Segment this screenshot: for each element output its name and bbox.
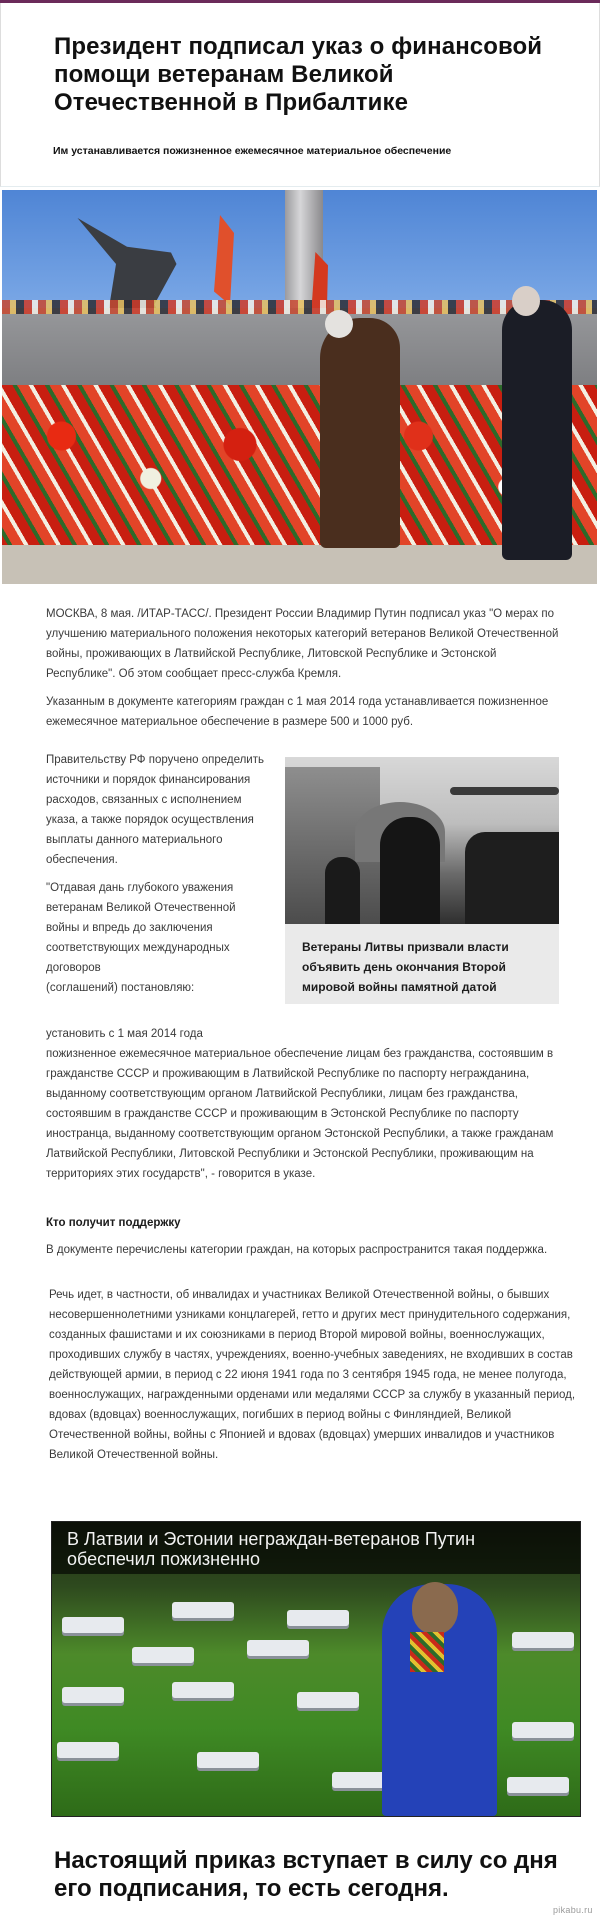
related-article-link[interactable]: Ветераны Литвы призвали власти объявить день окончания Второй мировой войны памятной датой	[302, 940, 509, 994]
photo-gravestone	[172, 1682, 234, 1698]
article-paragraph: Речь идет, в частности, об инвалидах и участниках Великой Отечественной войны, о бывших несовершеннолетними узниками концлагерей, гетто и других мест принудительного содержания, созданных фашистами и их союзниками в период Второй мировой войны, военнослужащих, проходивших службу в частях, учреждениях, военно-учебных заведениях, не входивших в состав действующей армии, в период с 22 июня 1941 года по 3 сентября 1945 года, не менее полугода, военнослужащих, награжденными орденами или медалями СССР за службу в указанный период, вдовах (вдовцах) военнослужащих, погибших в период войны с Финляндией, Великой Отечественной войны, войны с Японией и вдовах (вдовцах) умерших инвалидов и участников Великой Отечественной войны.	[49, 1289, 576, 1461]
watermark: pikabu.ru	[553, 1905, 593, 1915]
photo-elderly-woman	[382, 1584, 497, 1816]
article-paragraph: В документе перечислены категории граждан, на которых распространится такая поддержка.	[46, 1244, 548, 1256]
related-article-photo[interactable]	[285, 757, 559, 924]
section-heading: Кто получит поддержку	[46, 1217, 181, 1229]
article-paragraph	[46, 1024, 576, 1184]
photo-gravestone	[507, 1777, 569, 1793]
article-paragraph: МОСКВА, 8 мая. /ИТАР-ТАСС/. Президент России Владимир Путин подписал указ "О мерах по улучшению материального положения некоторых категорий ветеранов Великой Отечественной войны, проживающих в Латвийской Республике, Литовской Республике и Эстонской Республике". Об этом сообщает пресс-служба Кремля.	[46, 608, 559, 680]
bottom-photo-cemetery	[51, 1521, 581, 1817]
photo-title: В Латвии и Эстонии неграждан-ветеранов Путин обеспечил пожизненно	[67, 1529, 476, 1569]
closing-statement: Настоящий приказ вступает в силу со дня его подписания, то есть сегодня.	[54, 1847, 558, 1902]
photo-gravestone	[512, 1632, 574, 1648]
photo-gravestone	[57, 1742, 119, 1758]
photo-gravestone	[62, 1687, 124, 1703]
page-title: Президент подписал указ о финансовой помощи ветеранам Великой Отечественной в Прибалтике	[54, 33, 543, 116]
article-paragraph: Указанным в документе категориям граждан с 1 мая 2014 года устанавливается пожизненное ежемесячное материальное обеспечение в размере 500 и 1000 руб.	[46, 696, 549, 728]
photo-gravestone	[172, 1602, 234, 1618]
article-paragraph: (соглашений) постановляю:	[46, 982, 195, 994]
photo-veteran-standing	[502, 300, 572, 560]
photo-gravestone	[132, 1647, 194, 1663]
photo-tank-barrel	[450, 787, 559, 795]
subheadline: Им устанавливается пожизненное ежемесячное материальное обеспечение	[53, 145, 452, 157]
main-photo-memorial	[2, 190, 597, 584]
photo-gravestone	[297, 1692, 359, 1708]
photo-soldier	[325, 857, 360, 924]
photo-gravestone	[197, 1752, 259, 1768]
photo-gravestone	[247, 1640, 309, 1656]
photo-soldier	[380, 817, 440, 924]
photo-gravestone	[512, 1722, 574, 1738]
decree-line: установить с 1 мая 2014 года	[46, 1028, 203, 1040]
photo-tank	[465, 832, 559, 924]
related-article-card[interactable]	[285, 757, 559, 1004]
article-paragraph: "Отдавая дань глубокого уважения ветеранам Великой Отечественной войны и впредь до заключения соответствующих международных договоров	[46, 882, 236, 974]
article-column-left	[46, 750, 271, 1006]
photo-veteran-bowing	[320, 318, 400, 548]
photo-gravestone	[62, 1617, 124, 1633]
article-paragraph: Правительству РФ поручено определить источники и порядок финансирования расходов, связанных с исполнением указа, а также порядок осуществления выплаты данного материального обеспечения.	[46, 754, 264, 866]
decree-text: пожизненное ежемесячное материальное обеспечение лицам без гражданства, состоявшим в гражданстве СССР и проживающим в Латвийской Республике по паспорту негражданина, выданному соответствующим органом Латвийской Республики, лицам без гражданства, состоявшим в гражданстве СССР и проживающим в Эстонской Республике по паспорту иностранца, выданному соответствующим органом Эстонской Республики, а также гражданам Латвийской Республики, Литовской Республики и Эстонской Республики, проживающим на территориях этих государств", - говорится в указе.	[46, 1048, 554, 1180]
photo-gravestone	[287, 1610, 349, 1626]
